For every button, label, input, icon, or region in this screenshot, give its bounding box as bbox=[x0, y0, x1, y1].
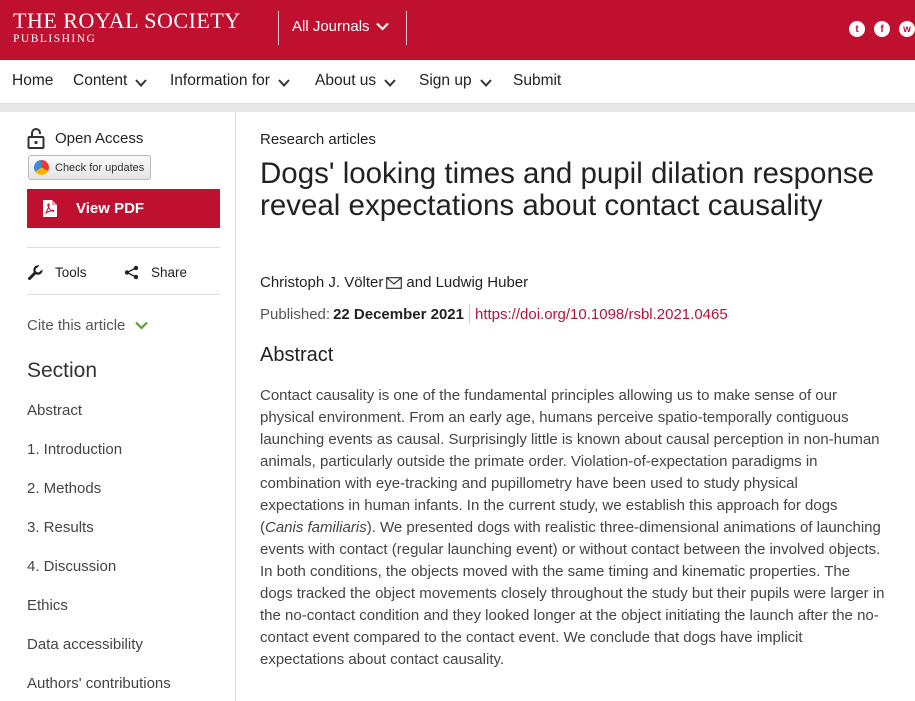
chevron-down-icon bbox=[480, 79, 492, 87]
article-type-label: Research articles bbox=[260, 131, 376, 148]
sidebar-divider bbox=[27, 247, 220, 248]
facebook-icon[interactable]: f bbox=[874, 21, 890, 37]
all-journals-dropdown[interactable] bbox=[292, 18, 389, 35]
nav-about-us[interactable] bbox=[315, 72, 396, 90]
chevron-down-icon bbox=[376, 22, 389, 31]
nav-shadow-strip bbox=[0, 104, 915, 112]
section-link-data-accessibility[interactable]: Data accessibility bbox=[27, 636, 143, 653]
open-access-label: Open Access bbox=[55, 129, 144, 147]
wrench-icon bbox=[28, 265, 43, 280]
share-icon bbox=[124, 265, 139, 280]
crossmark-icon bbox=[34, 160, 49, 175]
main-nav bbox=[0, 60, 915, 104]
section-link-discussion[interactable]: 4. Discussion bbox=[27, 558, 117, 575]
article-sidebar bbox=[0, 112, 236, 701]
nav-signup-label: Sign up bbox=[419, 72, 472, 89]
pub-divider bbox=[469, 304, 470, 324]
social-links bbox=[849, 21, 915, 37]
nav-submit[interactable] bbox=[513, 72, 561, 90]
section-link-authors-contributions[interactable]: Authors' contributions bbox=[27, 675, 171, 692]
view-pdf-label: View PDF bbox=[76, 200, 145, 217]
logo-sub-text: PUBLISHING bbox=[13, 33, 97, 45]
article-title: Dogs' looking times and pupil dilation response reveal expectations about contact causality bbox=[260, 157, 875, 222]
sidebar-border bbox=[235, 112, 236, 701]
wechat-icon[interactable]: w bbox=[899, 21, 915, 37]
email-icon[interactable] bbox=[386, 277, 402, 289]
chevron-down-icon bbox=[384, 79, 396, 87]
cite-label: Cite this article bbox=[27, 317, 126, 334]
view-pdf-button[interactable] bbox=[27, 189, 220, 228]
author-list bbox=[260, 274, 528, 291]
nav-home-label: Home bbox=[12, 72, 54, 89]
check-for-updates-button[interactable] bbox=[28, 155, 151, 180]
published-date: 22 December 2021 bbox=[333, 305, 464, 323]
abstract-text bbox=[260, 385, 885, 671]
chevron-down-icon bbox=[135, 321, 148, 330]
share-label: Share bbox=[151, 265, 188, 280]
published-label: Published: bbox=[260, 305, 331, 323]
doi-link[interactable]: https://doi.org/10.1098/rsbl.2021.0465 bbox=[475, 305, 728, 323]
chevron-down-icon bbox=[135, 79, 147, 87]
cite-this-article-toggle[interactable] bbox=[27, 317, 148, 334]
nav-sign-up[interactable] bbox=[419, 72, 492, 90]
section-link-introduction[interactable]: 1. Introduction bbox=[27, 441, 123, 458]
author-name[interactable]: Christoph J. Völter bbox=[260, 274, 384, 291]
abstract-part-2: ). We presented dogs with realistic three-dimensional animations of launching events with contact (regular launching event) or without contact between the involved objects. In both conditions, the objects moved with the same timing and kinematic properties. The dogs tracked the object movements closely throughout the study but their pupils were larger in the no-contact condition and they looked longer at the object initiating the launch after the no-contact event compared to the contact event. We conclude that dogs have implicit expectations about contact causality. bbox=[260, 519, 885, 668]
share-button[interactable] bbox=[124, 265, 187, 280]
nav-information-label: Information for bbox=[170, 72, 270, 89]
section-link-abstract[interactable]: Abstract bbox=[27, 402, 83, 419]
header-divider bbox=[278, 11, 279, 45]
open-lock-icon bbox=[27, 127, 45, 149]
chevron-down-icon bbox=[278, 79, 290, 87]
pdf-file-icon bbox=[42, 199, 58, 218]
abstract-heading: Abstract bbox=[260, 344, 334, 366]
site-header bbox=[0, 0, 915, 60]
all-journals-label: All Journals bbox=[292, 18, 370, 35]
nav-content-label: Content bbox=[73, 72, 128, 89]
nav-about-label: About us bbox=[315, 72, 377, 89]
abstract-part-1: Contact causality is one of the fundamental principles allowing us to make sense of our physical environment. From an early age, humans perceive spatio-temporally contiguous launching events as causal. Surprisingly little is known about causal perception in non-human animals, particularly outside the primate order. Violation-of-expectation paradigms in combination with eye-tracking and pupillometry have been used to study physical expectations in human infants. In the current study, we establish this approach for dogs ( bbox=[260, 387, 880, 536]
publication-info bbox=[260, 304, 728, 324]
nav-content[interactable] bbox=[73, 72, 147, 90]
author-name[interactable]: and Ludwig Huber bbox=[406, 274, 529, 291]
twitter-icon[interactable]: t bbox=[849, 21, 865, 37]
nav-submit-label: Submit bbox=[513, 72, 562, 89]
open-access-badge bbox=[27, 127, 143, 149]
section-link-results[interactable]: 3. Results bbox=[27, 519, 94, 536]
section-link-methods[interactable]: 2. Methods bbox=[27, 480, 102, 497]
section-link-ethics[interactable]: Ethics bbox=[27, 597, 68, 614]
tools-button[interactable] bbox=[28, 265, 87, 280]
check-updates-label: Check for updates bbox=[55, 161, 145, 174]
abstract-species: Canis familiaris bbox=[265, 519, 367, 536]
tools-label: Tools bbox=[55, 265, 87, 280]
header-divider bbox=[406, 11, 407, 45]
sidebar-divider bbox=[27, 294, 220, 295]
section-heading: Section bbox=[27, 359, 98, 382]
nav-home[interactable] bbox=[12, 72, 53, 90]
nav-information-for[interactable] bbox=[170, 72, 290, 90]
logo-main-text: THE ROYAL SOCIETY bbox=[13, 8, 241, 33]
royal-society-logo[interactable] bbox=[13, 9, 241, 45]
